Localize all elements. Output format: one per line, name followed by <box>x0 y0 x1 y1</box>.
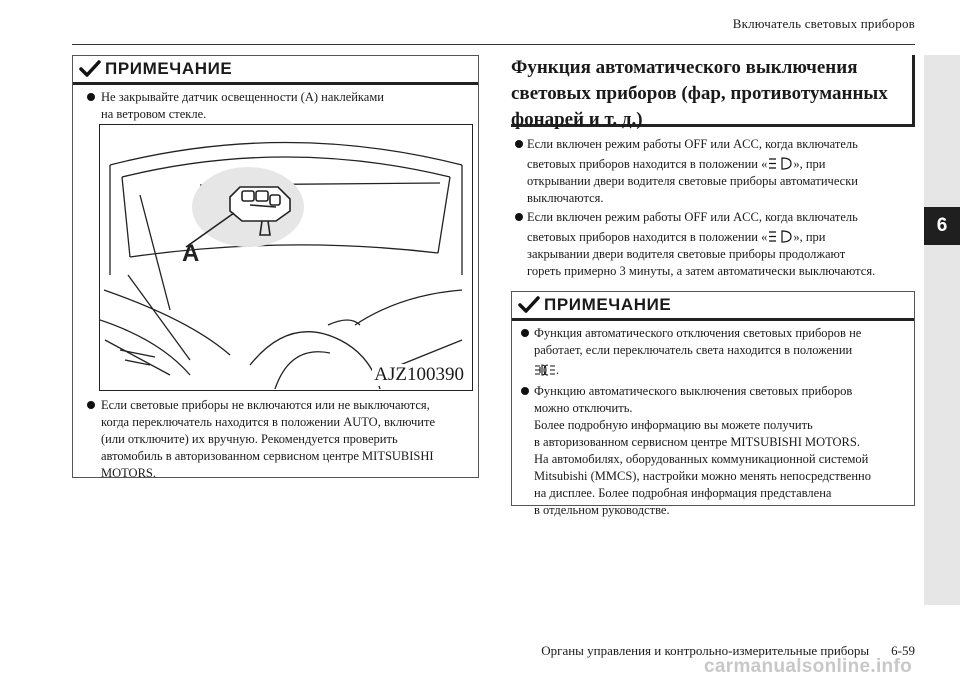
section-bullet-open-door <box>511 136 915 207</box>
figure-code: AJZ100390 <box>374 364 464 385</box>
text-line: Если включен режим работы OFF или ACC, когда включатель <box>527 137 858 151</box>
text-line: Mitsubishi (MMCS), настройки можно менять непосредственно <box>534 469 871 483</box>
headlight-icon <box>767 229 793 244</box>
text-line: автомобиль в авторизованном сервисном центре MITSUBISHI <box>101 449 434 463</box>
checkmark-icon <box>518 296 540 314</box>
text-line: открывании двери водителя световые приборы автоматически <box>527 174 858 188</box>
text-line: можно отключить. <box>534 401 633 415</box>
note-bullets <box>73 397 478 482</box>
text-line: Если включен режим работы OFF или ACC, когда включатель <box>527 210 858 224</box>
header-rule <box>72 44 915 45</box>
chapter-side-tab <box>924 55 960 605</box>
note-bullet-disable <box>512 383 914 519</box>
text-line: На автомобилях, оборудованных коммуникационной системой <box>534 452 869 466</box>
note-box-right <box>511 291 915 517</box>
footer-section-title: Органы управления и контрольно-измерительные приборы <box>541 643 870 658</box>
text-line: Если световые приборы не включаются или не выключаются, <box>101 398 430 412</box>
text-line: работает, если переключатель света находится в положении <box>534 343 853 357</box>
sensor-label-a: A <box>182 240 200 267</box>
text-line <box>527 156 909 173</box>
note-bullets <box>73 89 478 123</box>
section-bullet-close-door <box>511 209 915 280</box>
section-bullets <box>511 136 915 280</box>
note-bullets <box>512 325 914 519</box>
chapter-badge: 6 <box>924 207 960 245</box>
text-line: на дисплее. Более подробная информация представлена <box>534 486 832 500</box>
text-line: в авторизованном сервисном центре MITSUBISHI MOTORS. <box>534 435 860 449</box>
note-bullet-sensor <box>73 89 478 123</box>
heading-line: световых приборов (фар, противотуманных <box>511 83 888 104</box>
note-title: ПРИМЕЧАНИЕ <box>105 59 233 78</box>
page-header-title: Включатель световых приборов <box>732 16 915 31</box>
text-line <box>527 229 909 246</box>
text-segment: », при <box>793 230 826 244</box>
text-line: Функция автоматического отключения световых приборов не <box>534 326 862 340</box>
page-number: 6-59 <box>891 643 915 658</box>
text-segment: », при <box>793 157 826 171</box>
note-bullet-auto <box>73 397 478 482</box>
text-line: в отдельном руководстве. <box>534 503 670 517</box>
text-line: Более подробную информацию вы можете получить <box>534 418 813 432</box>
note-header-rule <box>73 82 478 85</box>
note-header <box>512 292 914 318</box>
sensor-figure <box>99 124 473 391</box>
text-line: на ветровом стекле. <box>101 107 207 121</box>
text-line: выключаются. <box>527 191 604 205</box>
text-line: гореть примерно 3 минуты, а затем автоматически выключаются. <box>527 264 876 278</box>
checkmark-icon <box>79 60 101 78</box>
text-line: Не закрывайте датчик освещенности (A) наклейками <box>101 90 384 104</box>
text-segment: . <box>556 363 560 377</box>
text-line: Функцию автоматического выключения световых приборов <box>534 384 853 398</box>
text-line: закрывании двери водителя световые приборы продолжают <box>527 247 846 261</box>
text-line: MOTORS. <box>101 466 156 480</box>
note-title: ПРИМЕЧАНИЕ <box>544 295 672 314</box>
text-line <box>534 362 908 379</box>
text-segment: световых приборов находится в положении « <box>527 157 768 171</box>
note-bullet-not-working <box>512 325 914 379</box>
windshield-illustration <box>100 125 471 389</box>
note-box-left <box>72 55 479 478</box>
section-heading <box>511 55 915 130</box>
watermark: carmanualsonline.info <box>704 656 912 677</box>
note-header-rule <box>512 318 914 321</box>
heading-line: фонарей и т. д.) <box>511 109 643 130</box>
heading-line: Функция автоматического выключения <box>511 57 858 78</box>
headlight-icon <box>767 156 793 171</box>
fog-light-icon <box>534 363 556 377</box>
text-line: когда переключатель находится в положении AUTO, включите <box>101 415 436 429</box>
note-header <box>73 56 478 82</box>
text-segment: световых приборов находится в положении « <box>527 230 768 244</box>
text-line: (или отключите) их вручную. Рекомендуется проверить <box>101 432 398 446</box>
